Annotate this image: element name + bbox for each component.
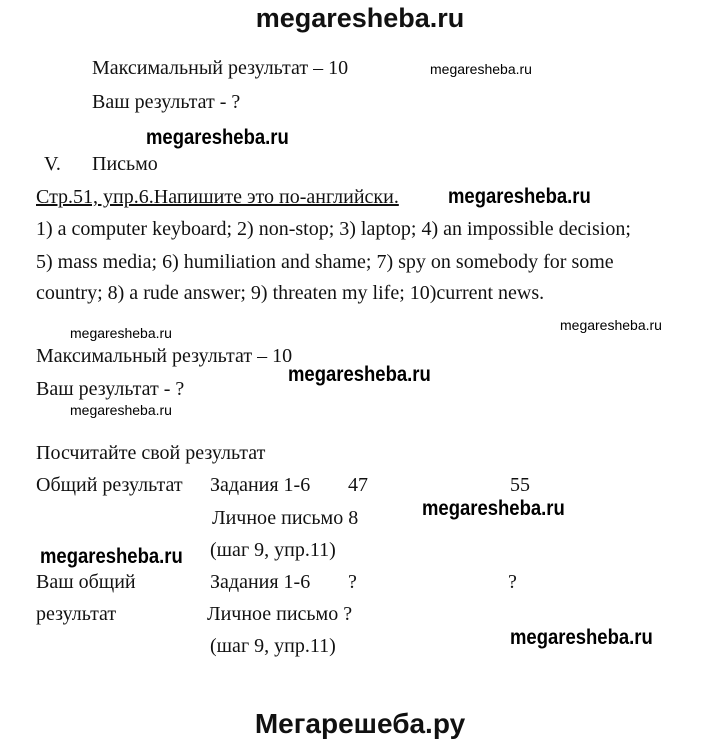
task-heading: Стр.51, упр.6.Напишите это по-английски. [36,186,399,208]
letter-label: Личное письмо 8 [212,507,359,529]
your-tasks-value: ? [348,571,357,593]
your-total-value: ? [508,571,517,593]
footer-watermark: Мегарешеба.ру [254,708,466,739]
watermark: megaresheba.ru [40,545,183,568]
score-title: Посчитайте свой результат [36,442,266,464]
your-letter-label: Личное письмо ? [207,603,353,625]
your-result-text: Ваш результат - ? [92,91,241,113]
total-label: Общий результат [36,474,183,496]
answer-line: 1) a computer keyboard; 2) non-stop; 3) laptop; 4) an impossible decision; [36,218,631,240]
watermark: megaresheba.ru [146,126,289,149]
watermark: megaresheba.ru [70,402,172,418]
tasks-value: 47 [348,474,368,496]
watermark: megaresheba.ru [288,363,431,386]
total-value: 55 [510,474,530,496]
section-title: Письмо [92,153,158,175]
tasks-label: Задания 1-6 [210,474,311,496]
max-result-text: Максимальный результат – 10 [36,345,293,367]
watermark: megaresheba.ru [70,325,172,341]
your-letter-ref: (шаг 9, упр.11) [210,635,336,657]
watermark: megaresheba.ru [430,61,532,77]
letter-ref: (шаг 9, упр.11) [210,539,336,561]
watermark: megaresheba.ru [560,317,662,333]
watermark: megaresheba.ru [510,626,653,649]
header-watermark: megaresheba.ru [255,3,465,33]
max-result-text: Максимальный результат – 10 [92,57,349,79]
watermark: megaresheba.ru [422,497,565,520]
your-total-label: Ваш общий [36,571,136,593]
watermark: megaresheba.ru [448,185,591,208]
your-total-label: результат [36,603,117,625]
answer-line: 5) mass media; 6) humiliation and shame; 7) spy on somebody for some [36,251,614,273]
your-result-text: Ваш результат - ? [36,378,185,400]
your-tasks-label: Задания 1-6 [210,571,311,593]
answer-line: country; 8) a rude answer; 9) threaten my life; 10)current news. [36,282,545,304]
section-number: V. [44,153,61,175]
